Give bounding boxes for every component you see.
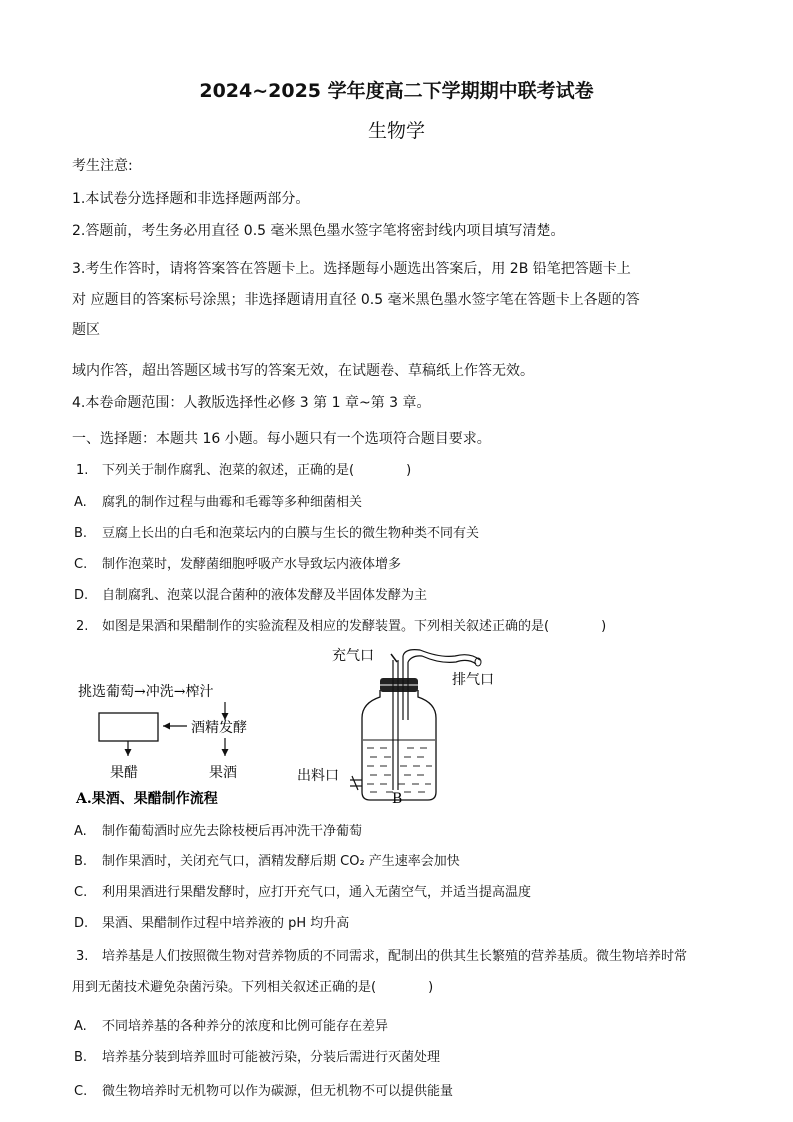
- q2-option-d[interactable]: [74, 912, 349, 931]
- option-label: D.: [74, 588, 89, 603]
- question-number: 3.: [76, 949, 89, 964]
- outlet-label: 出料口: [297, 768, 339, 784]
- option-label: C.: [74, 1084, 88, 1099]
- option-text: 制作葡萄酒时应先去除枝梗后再冲洗干净葡萄: [102, 824, 363, 839]
- question-stem: 培养基是人们按照微生物对营养物质的不同需求，配制出的供其生长繁殖的营养基质。微生物培养时常: [102, 949, 688, 964]
- option-label: C.: [74, 885, 88, 900]
- option-text: 腐乳的制作过程与曲霉和毛霉等多种细菌相关: [102, 495, 363, 510]
- option-label: D.: [74, 916, 89, 931]
- wine-label: 果酒: [209, 765, 237, 781]
- notice-item-3: 3.考生作答时，请将答案答在答题卡上。选择题每小题选出答案后，用 2B 铅笔把答题卡上: [72, 261, 631, 277]
- option-text: 培养基分装到培养皿时可能被污染，分装后需进行灭菌处理: [102, 1050, 441, 1065]
- option-label: A.: [74, 495, 87, 510]
- q3-option-a[interactable]: [74, 1015, 388, 1034]
- option-text: 制作泡菜时，发酵菌细胞呼吸产水导致坛内液体增多: [102, 557, 402, 572]
- flow-blank-box: [99, 713, 158, 741]
- question-2: [76, 615, 606, 634]
- exhaust-label: 排气口: [452, 672, 494, 688]
- vinegar-label: 果醋: [110, 765, 138, 781]
- q1-option-d[interactable]: [74, 584, 427, 603]
- option-label: A.: [74, 824, 87, 839]
- question-1: [76, 459, 411, 478]
- caption-b: B: [392, 791, 403, 807]
- q3-option-b[interactable]: [74, 1046, 440, 1065]
- q2-option-b[interactable]: [74, 850, 460, 869]
- section-heading: 一、选择题：本题共 16 小题。每小题只有一个选项符合题目要求。: [72, 431, 491, 447]
- q3-option-c[interactable]: [74, 1080, 453, 1099]
- q2-option-a[interactable]: [74, 820, 362, 839]
- notice-item-2: 2.答题前，考生务必用直径 0.5 毫米黑色墨水签字笔将密封线内项目填写清楚。: [72, 223, 565, 239]
- caption-a: A.果酒、果醋制作流程: [76, 791, 218, 807]
- option-label: B.: [74, 1050, 88, 1065]
- notice-item-3-cont: 对 应题目的答案标号涂黑；非选择题请用直径 0.5 毫米黑色墨水签字笔在答题卡上各题的答: [72, 292, 640, 308]
- notice-item-3-cont2: 题区: [72, 322, 100, 338]
- option-label: C.: [74, 557, 88, 572]
- exam-title: 2024~2025 学年度高二下学期期中联考试卷: [199, 80, 594, 102]
- notice-item-1: 1.本试卷分选择题和非选择题两部分。: [72, 191, 310, 207]
- option-text: 不同培养基的各种养分的浓度和比例可能存在差异: [102, 1019, 389, 1034]
- option-text: 自制腐乳、泡菜以混合菌种的液体发酵及半固体发酵为主: [102, 588, 428, 603]
- option-text: 微生物培养时无机物可以作为碳源，但无机物不可以提供能量: [102, 1084, 454, 1099]
- subject-title: 生物学: [367, 120, 425, 142]
- flow-top-text: 挑选葡萄→冲洗→榨汁: [78, 684, 214, 700]
- notice-item-3-cont3: 域内作答，超出答题区域书写的答案无效，在试题卷、草稿纸上作答无效。: [72, 363, 534, 379]
- q1-option-c[interactable]: [74, 553, 401, 572]
- alcohol-fermentation-label: 酒精发酵: [191, 720, 247, 736]
- option-label: A.: [74, 1019, 87, 1034]
- option-text: 豆腐上长出的白毛和泡菜坛内的白膜与生长的微生物种类不同有关: [102, 526, 480, 541]
- option-text: 果酒、果醋制作过程中培养液的 pH 均升高: [102, 916, 350, 931]
- q2-option-c[interactable]: [74, 881, 531, 900]
- option-label: B.: [74, 854, 88, 869]
- q1-option-b[interactable]: [74, 522, 479, 541]
- option-text: 利用果酒进行果醋发酵时，应打开充气口，通入无菌空气，并适当提高温度: [102, 885, 532, 900]
- q1-option-a[interactable]: [74, 491, 362, 510]
- question-3-stem-cont: 用到无菌技术避免杂菌污染。下列相关叙述正确的是( ): [72, 980, 434, 995]
- option-text: 制作果酒时，关闭充气口，酒精发酵后期 CO₂ 产生速率会加快: [102, 854, 460, 869]
- notice-heading: 考生注意:: [72, 158, 133, 174]
- question-stem: 下列关于制作腐乳、泡菜的叙述，正确的是( ): [102, 463, 412, 478]
- question-stem: 如图是果酒和果醋制作的实验流程及相应的发酵装置。下列相关叙述正确的是( ): [102, 619, 607, 634]
- notice-item-4: 4.本卷命题范围：人教版选择性必修 3 第 1 章~第 3 章。: [72, 395, 431, 411]
- inlet-label: 充气口: [332, 648, 374, 664]
- question-number: 1.: [76, 463, 89, 478]
- option-label: B.: [74, 526, 88, 541]
- question-3: [76, 945, 687, 964]
- question-number: 2.: [76, 619, 89, 634]
- fermentation-figure: [0, 640, 793, 810]
